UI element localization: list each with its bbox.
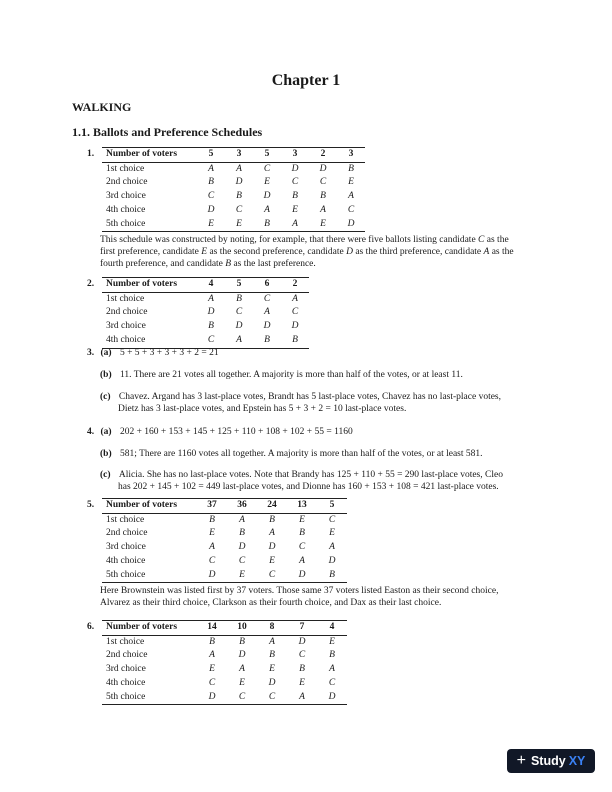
- candidate-cell: C: [238, 555, 246, 566]
- voter-count: 2: [309, 148, 337, 163]
- candidate-cell: B: [320, 191, 326, 202]
- candidate-cell: B: [299, 664, 305, 675]
- candidate-cell: E: [225, 218, 253, 232]
- problem-2-number: 2.: [87, 279, 95, 289]
- table-header-row: [102, 499, 347, 514]
- part-label: (c): [100, 392, 111, 402]
- candidate-cell: C: [235, 204, 243, 215]
- logo-text-xy: XY: [568, 754, 586, 768]
- table-row: [102, 649, 347, 663]
- note-line: Here Brownstein was listed first by 37 voters. Those same 37 voters listed Easton as their second choice,: [100, 586, 499, 596]
- candidate-cell: D: [207, 307, 215, 318]
- candidate-cell: D: [238, 542, 246, 553]
- choice-label: 5th choice: [102, 218, 197, 232]
- candidate-cell: D: [268, 542, 276, 553]
- part-label: (a): [100, 348, 112, 358]
- table-row: [102, 176, 365, 190]
- choice-label: 3rd choice: [106, 542, 146, 553]
- preference-schedule-1: [102, 147, 365, 232]
- column-header-label: Number of voters: [102, 278, 197, 293]
- table-row: [102, 527, 347, 541]
- choice-label: 1st choice: [106, 293, 145, 304]
- candidate-cell: C: [328, 514, 336, 525]
- candidate-cell: A: [236, 163, 242, 174]
- problem-5-number: 5.: [87, 500, 95, 510]
- part-text: Alicia. She has no last-place votes. Note that Brandy has 125 + 110 + 55 = 290 last-place votes, Cleo: [118, 470, 503, 480]
- table-row: [102, 663, 347, 677]
- candidate-cell: A: [287, 691, 317, 705]
- candidate-cell: A: [264, 307, 270, 318]
- candidate-cell: E: [269, 664, 275, 675]
- column-header-label: Number of voters: [102, 621, 197, 636]
- candidate-cell: E: [329, 636, 335, 647]
- candidate-cell: E: [197, 218, 225, 232]
- candidate-cell: D: [319, 163, 327, 174]
- problem-3-b: [100, 369, 463, 381]
- candidate-cell: C: [298, 650, 306, 661]
- candidate-cell: E: [269, 555, 275, 566]
- table-header-row: [102, 621, 347, 636]
- candidate-cell: E: [309, 218, 337, 232]
- candidate-cell: C: [207, 191, 215, 202]
- problem-3-number: 3.: [87, 348, 95, 358]
- candidate-cell: C: [263, 293, 271, 304]
- problem-6-table-wrap: [102, 620, 347, 705]
- candidate-cell: D: [287, 569, 317, 583]
- note-line: Alvarez as their third choice, Clarkson as their fourth choice, and Dax as their last choice.: [100, 598, 442, 608]
- candidate-cell: E: [264, 177, 270, 188]
- choice-label: 5th choice: [102, 691, 197, 705]
- candidate-cell: D: [328, 555, 336, 566]
- table-header-row: [102, 278, 309, 293]
- candidate-cell: B: [299, 528, 305, 539]
- candidate-cell: D: [317, 691, 347, 705]
- candidate-cell: A: [348, 191, 354, 202]
- candidate-cell: D: [235, 177, 243, 188]
- voter-count: 5: [317, 499, 347, 514]
- voter-count: 14: [197, 621, 227, 636]
- section-title: 1.1. Ballots and Preference Schedules: [72, 125, 263, 139]
- candidate-cell: A: [225, 334, 253, 348]
- choice-label: 2nd choice: [106, 650, 148, 661]
- voter-count: 8: [257, 621, 287, 636]
- candidate-cell: D: [291, 321, 299, 332]
- voter-count: 36: [227, 499, 257, 514]
- candidate-cell: A: [281, 218, 309, 232]
- candidate-cell: E: [227, 569, 257, 583]
- preference-schedule-6: [102, 620, 347, 705]
- note-line: This schedule was constructed by noting, for example, that there were five ballots listing candidate C as the: [100, 235, 509, 245]
- candidate-cell: A: [320, 204, 326, 215]
- candidate-cell: C: [328, 677, 336, 688]
- candidate-cell: D: [291, 163, 299, 174]
- table-row: [102, 190, 365, 204]
- note-line: first preference, candidate E as the second preference, candidate D as the third preference, candidate A as the: [100, 247, 514, 257]
- choice-label: 1st choice: [106, 636, 145, 647]
- part-label: (b): [100, 370, 112, 380]
- candidate-cell: B: [317, 569, 347, 583]
- candidate-cell: B: [281, 334, 309, 348]
- chapter-heading: WALKING: [72, 100, 132, 114]
- table-row: [102, 334, 309, 348]
- problem-1-table-wrap: [102, 147, 365, 232]
- candidate-cell: B: [236, 293, 242, 304]
- logo-text-study: Study: [530, 754, 566, 768]
- column-header-label: Number of voters: [102, 148, 197, 163]
- choice-label: 2nd choice: [106, 307, 148, 318]
- chapter-title: Chapter 1: [271, 72, 341, 89]
- table-row: [102, 691, 347, 705]
- plus-icon: +: [516, 752, 526, 769]
- choice-label: 1st choice: [106, 514, 145, 525]
- candidate-cell: E: [209, 664, 215, 675]
- candidate-cell: C: [257, 691, 287, 705]
- choice-label: 3rd choice: [106, 321, 146, 332]
- candidate-cell: A: [269, 636, 275, 647]
- candidate-cell: A: [264, 204, 270, 215]
- candidate-cell: B: [269, 514, 275, 525]
- choice-label: 3rd choice: [106, 191, 146, 202]
- candidate-cell: D: [197, 569, 227, 583]
- problem-4-c: [100, 469, 503, 481]
- preference-schedule-2: [102, 277, 309, 349]
- candidate-cell: A: [329, 664, 335, 675]
- problem-2-table-wrap: [102, 277, 309, 349]
- candidate-cell: C: [263, 163, 271, 174]
- candidate-cell: A: [208, 163, 214, 174]
- candidate-cell: E: [299, 677, 305, 688]
- column-header-label: Number of voters: [102, 499, 197, 514]
- candidate-cell: D: [197, 691, 227, 705]
- choice-label: 2nd choice: [106, 177, 148, 188]
- part-text: 5 + 5 + 3 + 3 + 3 + 2 = 21: [119, 348, 219, 358]
- studyxy-logo[interactable]: [507, 749, 595, 773]
- problem-5-table-wrap: [102, 498, 347, 583]
- candidate-cell: B: [209, 514, 215, 525]
- voter-count: 5: [253, 148, 281, 163]
- choice-label: 5th choice: [102, 569, 197, 583]
- voter-count: 24: [257, 499, 287, 514]
- candidate-cell: A: [209, 650, 215, 661]
- choice-label: 4th choice: [106, 204, 146, 215]
- table-row: [102, 635, 347, 649]
- candidate-cell: B: [329, 650, 335, 661]
- table-row: [102, 513, 347, 527]
- voter-count: 4: [197, 278, 225, 293]
- candidate-cell: B: [269, 650, 275, 661]
- part-text: Chavez. Argand has 3 last-place votes, Brandt has 5 last-place votes, Chavez has no last-place votes,: [118, 392, 502, 402]
- candidate-cell: C: [235, 307, 243, 318]
- choice-label: 1st choice: [106, 163, 145, 174]
- candidate-cell: C: [298, 542, 306, 553]
- part-text: 11. There are 21 votes all together. A majority is more than half of the votes, or at least 11.: [120, 370, 463, 380]
- candidate-cell: D: [235, 321, 243, 332]
- candidate-cell: B: [236, 191, 242, 202]
- candidate-cell: A: [239, 664, 245, 675]
- candidate-cell: C: [208, 555, 216, 566]
- preference-schedule-5: [102, 498, 347, 583]
- candidate-cell: A: [299, 555, 305, 566]
- voter-count: 3: [281, 148, 309, 163]
- voter-count: 3: [337, 148, 365, 163]
- choice-label: 4th choice: [106, 555, 146, 566]
- voter-count: 5: [197, 148, 225, 163]
- problem-3-c-cont: Dietz has 3 last-place votes, and Epstein has 5 + 3 + 2 = 10 last-place votes.: [118, 404, 407, 414]
- problem-3-a: [87, 347, 219, 359]
- candidate-cell: C: [227, 691, 257, 705]
- problem-4-number: 4.: [87, 427, 95, 437]
- candidate-cell: B: [208, 177, 214, 188]
- note-line: fourth preference, and candidate B as the last preference.: [100, 259, 316, 269]
- candidate-cell: A: [208, 293, 214, 304]
- voter-count: 37: [197, 499, 227, 514]
- table-row: [102, 569, 347, 583]
- candidate-cell: C: [208, 677, 216, 688]
- candidate-cell: C: [319, 177, 327, 188]
- candidate-cell: B: [239, 528, 245, 539]
- candidate-cell: B: [253, 334, 281, 348]
- candidate-cell: E: [292, 204, 298, 215]
- candidate-cell: B: [292, 191, 298, 202]
- table-row: [102, 541, 347, 555]
- candidate-cell: E: [348, 177, 354, 188]
- problem-1-number: 1.: [87, 149, 95, 159]
- candidate-cell: A: [239, 514, 245, 525]
- candidate-cell: D: [298, 636, 306, 647]
- table-row: [102, 218, 365, 232]
- candidate-cell: C: [291, 307, 299, 318]
- voter-count: 13: [287, 499, 317, 514]
- choice-label: 4th choice: [102, 334, 197, 348]
- candidate-cell: E: [299, 514, 305, 525]
- problem-3-c: [100, 391, 501, 403]
- candidate-cell: E: [239, 677, 245, 688]
- table-row: [102, 204, 365, 218]
- table-row: [102, 320, 309, 334]
- part-label: (b): [100, 449, 112, 459]
- table-row: [102, 292, 309, 306]
- choice-label: 2nd choice: [106, 528, 148, 539]
- candidate-cell: D: [337, 218, 365, 232]
- candidate-cell: C: [197, 334, 225, 348]
- candidate-cell: D: [263, 191, 271, 202]
- problem-4-a: [87, 426, 353, 438]
- choice-label: 3rd choice: [106, 664, 146, 675]
- part-text: 202 + 160 + 153 + 145 + 125 + 110 + 108 + 102 + 55 = 1160: [119, 427, 353, 437]
- candidate-cell: A: [292, 293, 298, 304]
- choice-label: 4th choice: [106, 677, 146, 688]
- voter-count: 2: [281, 278, 309, 293]
- problem-6-number: 6.: [87, 622, 95, 632]
- candidate-cell: B: [253, 218, 281, 232]
- candidate-cell: B: [239, 636, 245, 647]
- candidate-cell: C: [291, 177, 299, 188]
- voter-count: 10: [227, 621, 257, 636]
- part-label: (a): [100, 427, 112, 437]
- candidate-cell: B: [348, 163, 354, 174]
- part-text: 581; There are 1160 votes all together. A majority is more than half of the votes, or at least 581.: [120, 449, 483, 459]
- part-label: (c): [100, 470, 111, 480]
- voter-count: 4: [317, 621, 347, 636]
- table-row: [102, 162, 365, 176]
- table-row: [102, 306, 309, 320]
- candidate-cell: D: [207, 204, 215, 215]
- table-row: [102, 555, 347, 569]
- problem-4-b: [100, 448, 483, 460]
- voter-count: 5: [225, 278, 253, 293]
- problem-1-note: [100, 234, 514, 270]
- candidate-cell: D: [268, 677, 276, 688]
- candidate-cell: A: [329, 542, 335, 553]
- voter-count: 6: [253, 278, 281, 293]
- candidate-cell: E: [329, 528, 335, 539]
- voter-count: 7: [287, 621, 317, 636]
- candidate-cell: D: [238, 650, 246, 661]
- candidate-cell: B: [209, 636, 215, 647]
- table-row: [102, 677, 347, 691]
- candidate-cell: A: [209, 542, 215, 553]
- candidate-cell: E: [209, 528, 215, 539]
- candidate-cell: C: [347, 204, 355, 215]
- problem-5-note: [100, 585, 498, 609]
- voter-count: 3: [225, 148, 253, 163]
- table-header-row: [102, 148, 365, 163]
- candidate-cell: B: [208, 321, 214, 332]
- problem-4-c-cont: has 202 + 145 + 102 = 449 last-place votes, and Dionne has 160 + 153 + 108 = 421 last-place votes.: [118, 482, 499, 492]
- candidate-cell: C: [257, 569, 287, 583]
- candidate-cell: D: [263, 321, 271, 332]
- candidate-cell: A: [269, 528, 275, 539]
